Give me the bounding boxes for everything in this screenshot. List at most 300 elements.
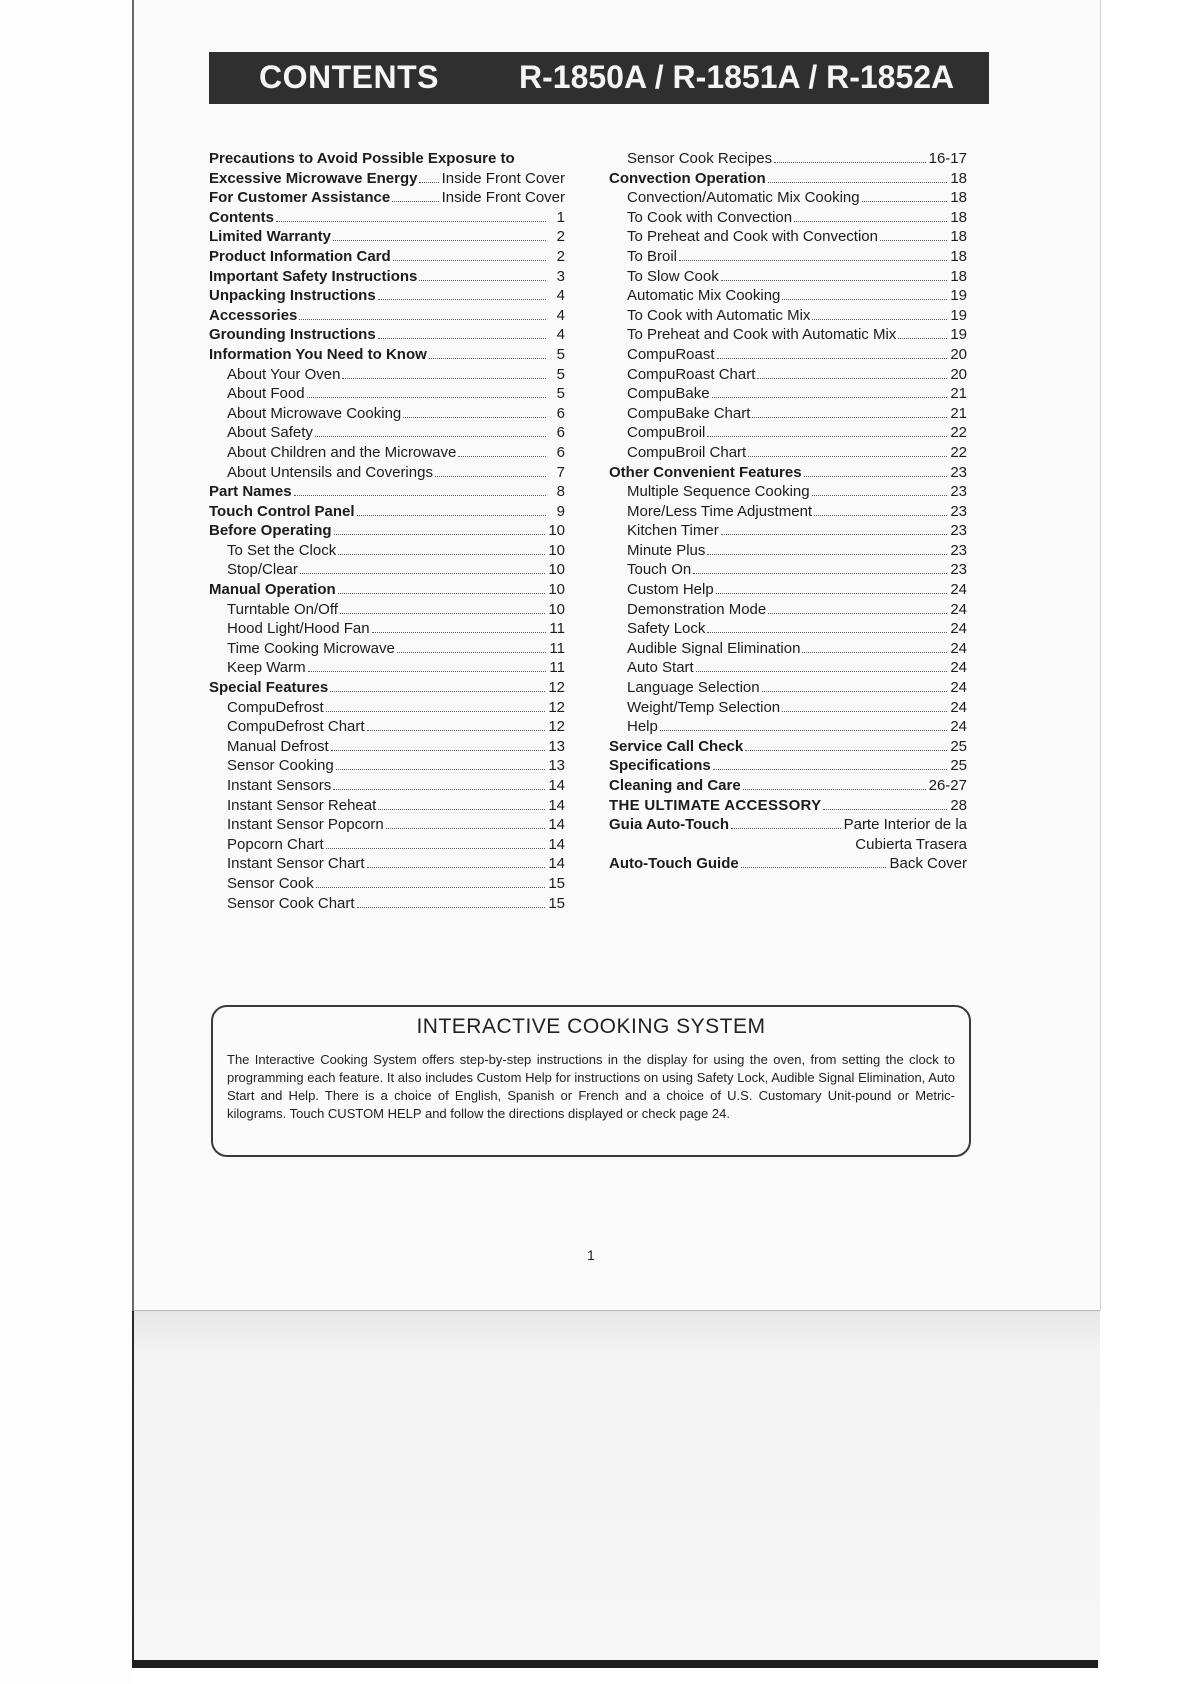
toc-dot-leader	[748, 456, 947, 457]
toc-dot-leader	[333, 789, 545, 790]
toc-entry-page: 2	[556, 247, 565, 265]
toc-dot-leader	[814, 515, 947, 516]
toc-entry-title: Special Features	[209, 679, 329, 697]
toc-entry	[209, 698, 565, 718]
toc-dot-leader	[862, 201, 948, 202]
toc-dot-leader	[372, 632, 546, 633]
toc-dot-leader	[707, 436, 947, 437]
toc-entry	[209, 482, 565, 502]
toc-dot-leader	[679, 260, 947, 261]
toc-dot-leader	[660, 730, 947, 731]
toc-entry-title: To Preheat and Cook with Automatic Mix	[627, 326, 897, 344]
toc-entry-title: Specifications	[609, 757, 711, 775]
toc-dot-leader	[804, 476, 948, 477]
toc-entry-page: 1	[556, 208, 565, 226]
toc-entry-page: 9	[556, 502, 565, 520]
toc-entry-page: 10	[548, 522, 565, 540]
toc-dot-leader	[823, 809, 947, 810]
toc-entry	[209, 502, 565, 522]
toc-entry-title: CompuBroil Chart	[627, 443, 747, 461]
contents-header-bar	[209, 52, 989, 104]
toc-dot-leader	[331, 750, 546, 751]
toc-right-column	[609, 149, 967, 874]
toc-dot-leader	[693, 573, 947, 574]
toc-entry-title: Automatic Mix Cooking	[627, 287, 781, 305]
toc-entry	[609, 678, 967, 698]
toc-entry-title: Auto Start	[627, 659, 694, 677]
toc-entry	[209, 619, 565, 639]
toc-entry-title: To Slow Cook	[627, 267, 719, 285]
toc-entry-page: 24	[950, 698, 967, 716]
toc-entry-title: Instant Sensor Chart	[227, 855, 365, 873]
toc-dot-leader	[357, 907, 546, 908]
toc-entry	[609, 365, 967, 385]
toc-entry	[609, 541, 967, 561]
toc-entry	[609, 639, 967, 659]
toc-entry-page: 15	[548, 894, 565, 912]
toc-entry	[209, 423, 565, 443]
toc-entry-page: 23	[950, 541, 967, 559]
toc-entry-title: Audible Signal Elimination	[627, 639, 801, 657]
toc-dot-leader	[300, 573, 545, 574]
toc-entry-page: 20	[950, 365, 967, 383]
toc-entry-page: 4	[556, 306, 565, 324]
toc-entry	[609, 737, 967, 757]
toc-entry-page: 11	[549, 639, 565, 657]
toc-entry-title: CompuBake Chart	[627, 404, 751, 422]
toc-dot-leader	[397, 652, 546, 653]
toc-entry	[209, 325, 565, 345]
toc-entry	[209, 600, 565, 620]
toc-entry-title: Demonstration Mode	[627, 600, 767, 618]
toc-dot-leader	[276, 221, 546, 222]
toc-entry-title: Sensor Cook Recipes	[627, 150, 773, 167]
toc-entry-title: About Your Oven	[227, 365, 341, 383]
toc-entry	[209, 149, 565, 169]
toc-dot-leader	[326, 711, 546, 712]
toc-entry	[209, 463, 565, 483]
toc-entry-title: Product Information Card	[209, 247, 391, 265]
toc-entry-page: 23	[950, 463, 967, 481]
toc-entry-title: About Safety	[227, 424, 313, 442]
toc-entry	[609, 325, 967, 345]
toc-entry-title: Unpacking Instructions	[209, 287, 376, 305]
toc-entry-title: THE ULTIMATE ACCESSORY	[609, 796, 822, 814]
toc-entry-page: 24	[950, 718, 967, 736]
toc-entry	[609, 796, 967, 816]
toc-dot-leader	[378, 338, 546, 339]
toc-entry	[609, 815, 967, 835]
toc-dot-leader	[299, 319, 546, 320]
toc-entry-page: 28	[950, 796, 967, 814]
toc-dot-leader	[333, 240, 546, 241]
toc-entry-title: Auto-Touch Guide	[609, 855, 739, 873]
toc-entry	[609, 502, 967, 522]
toc-entry-page: 19	[950, 306, 967, 324]
toc-entry-page: 19	[950, 287, 967, 305]
toc-entry	[209, 267, 565, 287]
toc-entry-title: Contents	[209, 208, 274, 226]
toc-entry	[609, 286, 967, 306]
toc-entry-page: 11	[549, 620, 565, 638]
toc-dot-leader	[307, 397, 546, 398]
toc-entry-page: Cubierta Trasera	[855, 835, 967, 853]
toc-entry-page: 13	[548, 757, 565, 775]
toc-dot-leader	[326, 848, 546, 849]
toc-entry-title: Grounding Instructions	[209, 326, 376, 344]
toc-dot-leader	[357, 515, 546, 516]
toc-entry-title: Convection Operation	[609, 169, 766, 187]
toc-entry-page: Inside Front Cover	[441, 189, 565, 207]
toc-entry-title: Accessories	[209, 306, 298, 324]
toc-entry-page: 21	[950, 404, 967, 422]
toc-entry	[209, 580, 565, 600]
toc-dot-leader	[707, 632, 947, 633]
toc-entry-page: 5	[556, 365, 565, 383]
toc-entry-title: About Untensils and Coverings	[227, 463, 433, 481]
toc-entry	[209, 169, 565, 189]
toc-entry-title: CompuBake	[627, 385, 710, 403]
toc-entry	[609, 600, 967, 620]
toc-entry	[609, 345, 967, 365]
model-numbers: R-1850A / R-1851A / R-1852A	[519, 59, 955, 95]
toc-entry	[209, 384, 565, 404]
toc-entry	[609, 384, 967, 404]
toc-dot-leader	[716, 593, 948, 594]
toc-entry-title: Turntable On/Off	[227, 600, 338, 618]
toc-dot-leader	[707, 554, 947, 555]
scan-left-margin	[0, 0, 132, 1684]
toc-entry-title: About Microwave Cooking	[227, 404, 402, 422]
toc-entry-page: 13	[548, 737, 565, 755]
toc-entry	[209, 247, 565, 267]
toc-entry	[209, 796, 565, 816]
toc-entry-page: 20	[950, 345, 967, 363]
toc-entry	[609, 482, 967, 502]
toc-entry	[609, 227, 967, 247]
toc-entry-page: 5	[556, 345, 565, 363]
toc-dot-leader	[721, 534, 948, 535]
toc-entry-page: 23	[950, 561, 967, 579]
toc-dot-leader	[386, 828, 546, 829]
toc-entry	[609, 756, 967, 776]
toc-entry-page: 24	[950, 659, 967, 677]
toc-dot-leader	[731, 828, 841, 829]
toc-entry-page: 18	[950, 189, 967, 207]
toc-dot-leader	[458, 456, 546, 457]
toc-entry	[209, 404, 565, 424]
toc-entry-title: Time Cooking Microwave	[227, 639, 395, 657]
toc-entry-page: 18	[950, 267, 967, 285]
toc-entry-title: Custom Help	[627, 581, 714, 599]
toc-entry-title: Language Selection	[627, 679, 760, 697]
toc-entry	[609, 560, 967, 580]
toc-dot-leader	[752, 417, 947, 418]
toc-entry	[209, 286, 565, 306]
toc-entry-title: Instant Sensor Reheat	[227, 796, 377, 814]
toc-dot-leader	[794, 221, 947, 222]
toc-entry-title: Manual Operation	[209, 581, 336, 599]
toc-entry-page: 26-27	[928, 777, 967, 794]
toc-entry-title: To Set the Clock	[227, 541, 337, 559]
toc-entry-title: To Broil	[627, 247, 678, 265]
toc-entry	[209, 658, 565, 678]
toc-entry	[209, 756, 565, 776]
toc-entry-page: 12	[548, 698, 565, 716]
toc-dot-leader	[334, 534, 546, 535]
toc-dot-leader	[308, 671, 546, 672]
toc-entry-page: 24	[950, 620, 967, 638]
toc-entry-title: More/Less Time Adjustment	[627, 502, 813, 520]
toc-entry	[609, 423, 967, 443]
toc-entry-page: 10	[548, 541, 565, 559]
toc-dot-leader	[378, 809, 545, 810]
toc-entry	[209, 443, 565, 463]
toc-entry	[609, 698, 967, 718]
toc-entry-page: 25	[950, 737, 967, 755]
toc-dot-leader	[898, 338, 947, 339]
toc-dot-leader	[393, 260, 546, 261]
toc-dot-leader	[757, 378, 947, 379]
toc-entry-title: Stop/Clear	[227, 561, 298, 579]
toc-entry-title: Touch On	[627, 561, 692, 579]
toc-entry-title: Kitchen Timer	[627, 522, 719, 540]
toc-dot-leader	[743, 789, 926, 790]
toc-entry-page: 14	[548, 855, 565, 873]
toc-entry	[209, 541, 565, 561]
toc-entry-title: Sensor Cook Chart	[227, 894, 355, 912]
toc-dot-leader	[768, 182, 948, 183]
toc-dot-leader	[419, 280, 546, 281]
toc-dot-leader	[338, 593, 546, 594]
toc-entry-page: 6	[556, 404, 565, 422]
toc-dot-leader	[802, 652, 947, 653]
toc-entry	[609, 247, 967, 267]
toc-entry-page: Back Cover	[889, 855, 967, 873]
toc-dot-leader	[392, 201, 438, 202]
interactive-box-text: The Interactive Cooking System offers step-by-step instructions in the display for using the oven, from setting the clock to programming each feature. It also includes Custom Help for instructions on using Safety Lock, Audible Signal Elimination, Auto Start and Help. There is a choice of English, Spanish or French and a choice of U.S. Customary Unit-pound or Metric-kilograms. Touch CUSTOM HELP and follow the directions displayed or check page 24.	[227, 1052, 955, 1121]
toc-dot-leader	[336, 769, 546, 770]
toc-dot-leader	[717, 358, 948, 359]
toc-entry-title: Manual Defrost	[227, 737, 329, 755]
toc-entry-title: CompuDefrost	[227, 698, 324, 716]
toc-entry	[209, 188, 565, 208]
toc-entry-title: Hood Light/Hood Fan	[227, 620, 370, 638]
toc-entry-page: 12	[548, 679, 565, 697]
toc-dot-leader	[712, 397, 948, 398]
toc-entry	[609, 619, 967, 639]
toc-entry-page: 14	[548, 835, 565, 853]
toc-dot-leader	[762, 691, 948, 692]
toc-dot-leader	[315, 436, 546, 437]
toc-dot-leader	[812, 319, 947, 320]
toc-entry	[209, 678, 565, 698]
toc-entry	[609, 835, 967, 855]
scan-lower-sheet	[132, 1310, 1100, 1663]
toc-entry-title: For Customer Assistance	[209, 189, 391, 207]
toc-dot-leader	[696, 671, 948, 672]
toc-entry	[209, 717, 565, 737]
toc-entry	[609, 717, 967, 737]
toc-dot-leader	[782, 299, 947, 300]
toc-entry-title: CompuBroil	[627, 424, 706, 442]
scan-bottom-edge	[132, 1660, 1098, 1668]
toc-entry-title: Part Names	[209, 483, 292, 501]
toc-entry-page: 25	[950, 757, 967, 775]
toc-entry-page: 4	[556, 326, 565, 344]
toc-entry	[609, 521, 967, 541]
toc-entry	[209, 639, 565, 659]
toc-entry-page: 18	[950, 208, 967, 226]
toc-entry-title: To Cook with Convection	[627, 208, 793, 226]
toc-entry-page: 22	[950, 443, 967, 461]
toc-entry-title: Precautions to Avoid Possible Exposure to	[209, 150, 515, 167]
toc-entry-page: 3	[556, 267, 565, 285]
toc-dot-leader	[367, 730, 546, 731]
toc-dot-leader	[774, 162, 926, 163]
toc-entry-title: Other Convenient Features	[609, 463, 802, 481]
toc-entry	[209, 365, 565, 385]
toc-entry	[609, 580, 967, 600]
toc-entry-page: 21	[950, 385, 967, 403]
toc-entry	[209, 835, 565, 855]
toc-entry-title: Instant Sensor Popcorn	[227, 816, 384, 834]
toc-entry	[209, 560, 565, 580]
toc-entry-title: About Children and the Microwave	[227, 443, 457, 461]
toc-entry-page: 23	[950, 502, 967, 520]
toc-entry-page: Inside Front Cover	[441, 169, 565, 187]
toc-entry-page: 14	[548, 796, 565, 814]
toc-entry-title: Limited Warranty	[209, 228, 331, 246]
toc-dot-leader	[782, 711, 947, 712]
toc-entry-title: CompuDefrost Chart	[227, 718, 365, 736]
toc-entry-title: CompuRoast	[627, 345, 715, 363]
toc-dot-leader	[812, 495, 948, 496]
toc-entry-page: 10	[548, 581, 565, 599]
toc-entry-page: 5	[556, 385, 565, 403]
toc-entry-title: Multiple Sequence Cooking	[627, 483, 810, 501]
toc-entry-title: Sensor Cooking	[227, 757, 334, 775]
toc-entry-page: 10	[548, 561, 565, 579]
toc-entry	[209, 894, 565, 914]
toc-entry-page: 4	[556, 287, 565, 305]
toc-dot-leader	[721, 280, 948, 281]
toc-dot-leader	[435, 476, 546, 477]
toc-entry	[609, 267, 967, 287]
toc-entry-page: 2	[556, 228, 565, 246]
toc-dot-leader	[340, 613, 545, 614]
toc-entry	[609, 658, 967, 678]
interactive-box-title: INTERACTIVE COOKING SYSTEM	[416, 1015, 766, 1038]
toc-dot-leader	[429, 358, 546, 359]
toc-entry	[609, 776, 967, 796]
toc-entry-title: Weight/Temp Selection	[627, 698, 781, 716]
toc-dot-leader	[294, 495, 546, 496]
toc-entry	[209, 815, 565, 835]
toc-entry-title: Guia Auto-Touch	[609, 816, 729, 834]
toc-dot-leader	[378, 299, 546, 300]
toc-entry	[609, 854, 967, 874]
toc-entry-title: Service Call Check	[609, 737, 744, 755]
toc-entry-title: CompuRoast Chart	[627, 365, 756, 383]
toc-dot-leader	[342, 378, 546, 379]
toc-dot-leader	[741, 867, 887, 868]
toc-entry	[209, 227, 565, 247]
toc-entry-page: 10	[548, 600, 565, 618]
toc-entry-page: 16-17	[928, 150, 967, 167]
page-number: 1	[587, 1247, 595, 1263]
toc-entry-page: 12	[548, 718, 565, 736]
toc-entry-page: 6	[556, 424, 565, 442]
toc-entry	[609, 306, 967, 326]
toc-entry	[609, 404, 967, 424]
toc-entry	[609, 149, 967, 169]
toc-entry-page: 22	[950, 424, 967, 442]
toc-left-column	[209, 149, 565, 913]
toc-entry	[609, 443, 967, 463]
toc-entry-page: 18	[950, 169, 967, 187]
toc-entry	[209, 345, 565, 365]
toc-dot-leader	[367, 867, 546, 868]
toc-entry-page: Parte Interior de la	[843, 816, 967, 834]
toc-entry-title: To Preheat and Cook with Convection	[627, 228, 878, 246]
toc-entry-title: Instant Sensors	[227, 777, 332, 794]
toc-entry-page: 15	[548, 874, 565, 892]
toc-dot-leader	[713, 769, 948, 770]
toc-entry-page: 11	[549, 659, 565, 677]
toc-entry-title: Important Safety Instructions	[209, 267, 418, 285]
toc-entry	[209, 874, 565, 894]
toc-entry-title: To Cook with Automatic Mix	[627, 306, 811, 324]
toc-entry-page: 18	[950, 228, 967, 246]
toc-dot-leader	[316, 887, 546, 888]
toc-entry-title: Minute Plus	[627, 541, 706, 559]
toc-entry-page: 18	[950, 247, 967, 265]
toc-dot-leader	[419, 182, 438, 183]
toc-entry-title: Keep Warm	[227, 659, 306, 677]
toc-entry-title: Cleaning and Care	[609, 777, 741, 794]
toc-entry-page: 23	[950, 522, 967, 540]
toc-entry	[209, 776, 565, 796]
toc-entry-title: About Food	[227, 385, 305, 403]
toc-entry-title: Excessive Microwave Energy	[209, 169, 418, 187]
toc-entry-title: Before Operating	[209, 522, 332, 540]
toc-entry	[209, 208, 565, 228]
toc-dot-leader	[403, 417, 546, 418]
toc-entry	[609, 208, 967, 228]
interactive-cooking-system-box	[211, 1005, 971, 1157]
toc-entry-page: 24	[950, 639, 967, 657]
toc-dot-leader	[768, 613, 947, 614]
toc-entry	[209, 737, 565, 757]
toc-entry-page: 14	[548, 816, 565, 834]
toc-entry-page: 7	[556, 463, 565, 481]
toc-entry-title: Sensor Cook	[227, 874, 314, 892]
toc-entry-page: 23	[950, 483, 967, 501]
toc-entry	[609, 188, 967, 208]
toc-entry-page: 24	[950, 679, 967, 697]
toc-entry-title: Touch Control Panel	[209, 502, 355, 520]
toc-dot-leader	[338, 554, 545, 555]
contents-title: CONTENTS	[259, 59, 439, 95]
toc-dot-leader	[330, 691, 545, 692]
toc-entry-page: 8	[556, 483, 565, 501]
toc-entry-page: 14	[548, 777, 565, 794]
toc-entry-title: Help	[627, 718, 658, 736]
toc-entry	[609, 463, 967, 483]
toc-entry-page: 19	[950, 326, 967, 344]
toc-entry-page: 6	[556, 443, 565, 461]
